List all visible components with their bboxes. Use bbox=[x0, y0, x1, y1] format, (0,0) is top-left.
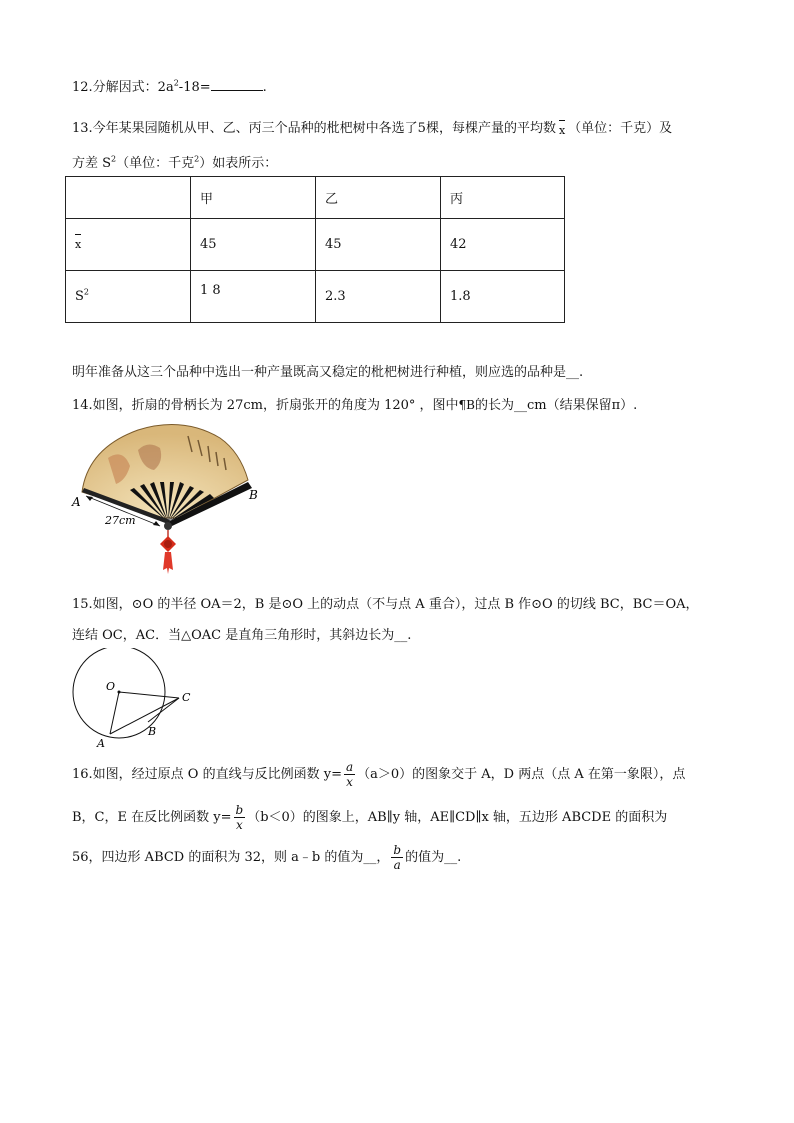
question-13-line2 bbox=[72, 152, 277, 171]
q16-l2-start: B，C，E 在反比例函数 y= bbox=[72, 810, 232, 825]
q16-l1-end: （a＞0）的图象交于 A，D 两点（点 A 在第一象限），点 bbox=[357, 767, 686, 782]
table-header-cell bbox=[66, 177, 191, 219]
q13-line2-sup: 2 bbox=[111, 154, 117, 164]
question-12 bbox=[72, 76, 267, 95]
q13-line2-mid: （单位：千克 bbox=[116, 156, 195, 171]
q13-line2-end: ）如表所示： bbox=[199, 156, 278, 171]
q12-prefix: 12.分解因式：2a bbox=[72, 80, 174, 95]
fraction-denominator: x bbox=[235, 818, 243, 832]
question-16-line3 bbox=[72, 843, 461, 872]
table-cell: 1 8 bbox=[191, 271, 316, 323]
point-c-label: C bbox=[182, 691, 191, 704]
fraction-numerator: a bbox=[345, 760, 354, 774]
table-header-row bbox=[66, 177, 565, 219]
table-cell: 1.8 bbox=[441, 271, 565, 323]
table-row bbox=[66, 271, 565, 323]
answer-blank bbox=[211, 78, 263, 91]
point-a-label: A bbox=[97, 737, 105, 750]
table-cell: 45 bbox=[316, 219, 441, 271]
segment-oc bbox=[119, 692, 179, 698]
fraction-denominator: a bbox=[393, 858, 401, 872]
table-cell: 42 bbox=[441, 219, 565, 271]
question-16-line1 bbox=[72, 760, 685, 789]
q12-exponent: 2 bbox=[173, 78, 179, 88]
question-13-line1 bbox=[72, 117, 672, 137]
fraction-denominator: x bbox=[346, 775, 353, 789]
point-b-label: B bbox=[148, 725, 157, 738]
q16-l3-end: 的值为__. bbox=[405, 850, 462, 865]
q14-text-end: 的长为__cm（结果保留π）. bbox=[475, 398, 638, 413]
q13-line1-end: （单位：千克）及 bbox=[568, 121, 673, 136]
table-cell: 45 bbox=[191, 219, 316, 271]
fraction-numerator: b bbox=[393, 843, 402, 857]
q16-l2-end: （b＜0）的图象上，AB∥y 轴，AE∥CD∥x 轴，五边形 ABCDE 的面积为 bbox=[247, 810, 668, 825]
arc-ab-symbol: ¶B bbox=[458, 398, 475, 412]
q16-l1-start: 16.如图，经过原点 O 的直线与反比例函数 y= bbox=[72, 767, 342, 782]
q16-l3-start: 56，四边形 ABCD 的面积为 32，则 a﹣b 的值为__， bbox=[72, 850, 390, 865]
q13-line1-start: 13.今年某果园随机从甲、乙、丙三个品种的枇杷树中各选了5棵，每棵产量的平均数 bbox=[72, 121, 556, 136]
table-row-label bbox=[66, 219, 191, 271]
table-row bbox=[66, 219, 565, 271]
segment-oa bbox=[110, 692, 119, 734]
table-header-cell: 甲 bbox=[191, 177, 316, 219]
q14-text: 14.如图，折扇的骨柄长为 27cm，折扇张开的角度为 120° ，图中 bbox=[72, 398, 459, 413]
fraction-b-over-a bbox=[391, 843, 403, 872]
center-point bbox=[118, 691, 121, 694]
table-cell: 2.3 bbox=[316, 271, 441, 323]
fraction-a-over-x bbox=[344, 760, 355, 789]
fan-pivot bbox=[164, 522, 172, 530]
question-16-line2 bbox=[72, 803, 667, 832]
table-header-cell: 乙 bbox=[316, 177, 441, 219]
x-bar-symbol: x bbox=[558, 124, 566, 137]
folding-fan-figure bbox=[68, 418, 268, 578]
question-15-line1: 15.如图，⊙O 的半径 OA＝2，B 是⊙O 上的动点（不与点 A 重合），过点 B 作⊙O 的切线 BC，BC＝OA， bbox=[72, 597, 699, 612]
question-13-followup: 明年准备从这三个品种中选出一种产量既高又稳定的枇杷树进行种植，则应选的品种是__. bbox=[72, 365, 584, 380]
segment-ac bbox=[110, 698, 179, 734]
fraction-numerator: b bbox=[235, 803, 244, 817]
question-14 bbox=[72, 394, 637, 413]
q13-line2-start: 方差 S bbox=[72, 156, 112, 171]
circle-tangent-figure bbox=[66, 648, 206, 752]
s-symbol: S bbox=[75, 289, 84, 304]
q12-suffix: -18= bbox=[178, 80, 211, 95]
table-header-cell: 丙 bbox=[441, 177, 565, 219]
point-a-label: A bbox=[72, 495, 81, 509]
question-15-line2: 连结 OC，AC．当△OAC 是直角三角形时，其斜边长为__. bbox=[72, 628, 412, 643]
fraction-b-over-x bbox=[234, 803, 246, 832]
q12-end: . bbox=[262, 80, 267, 95]
q13-line2-sup2: 2 bbox=[194, 154, 200, 164]
point-o-label: O bbox=[106, 680, 116, 693]
s-exponent: 2 bbox=[83, 287, 89, 297]
point-b-label: B bbox=[249, 488, 258, 502]
variance-table bbox=[65, 176, 565, 323]
length-label: 27cm bbox=[105, 514, 136, 527]
chinese-knot bbox=[164, 540, 172, 548]
table-row-label bbox=[66, 271, 191, 323]
tassel bbox=[163, 552, 173, 574]
x-bar-symbol: x bbox=[75, 238, 82, 251]
